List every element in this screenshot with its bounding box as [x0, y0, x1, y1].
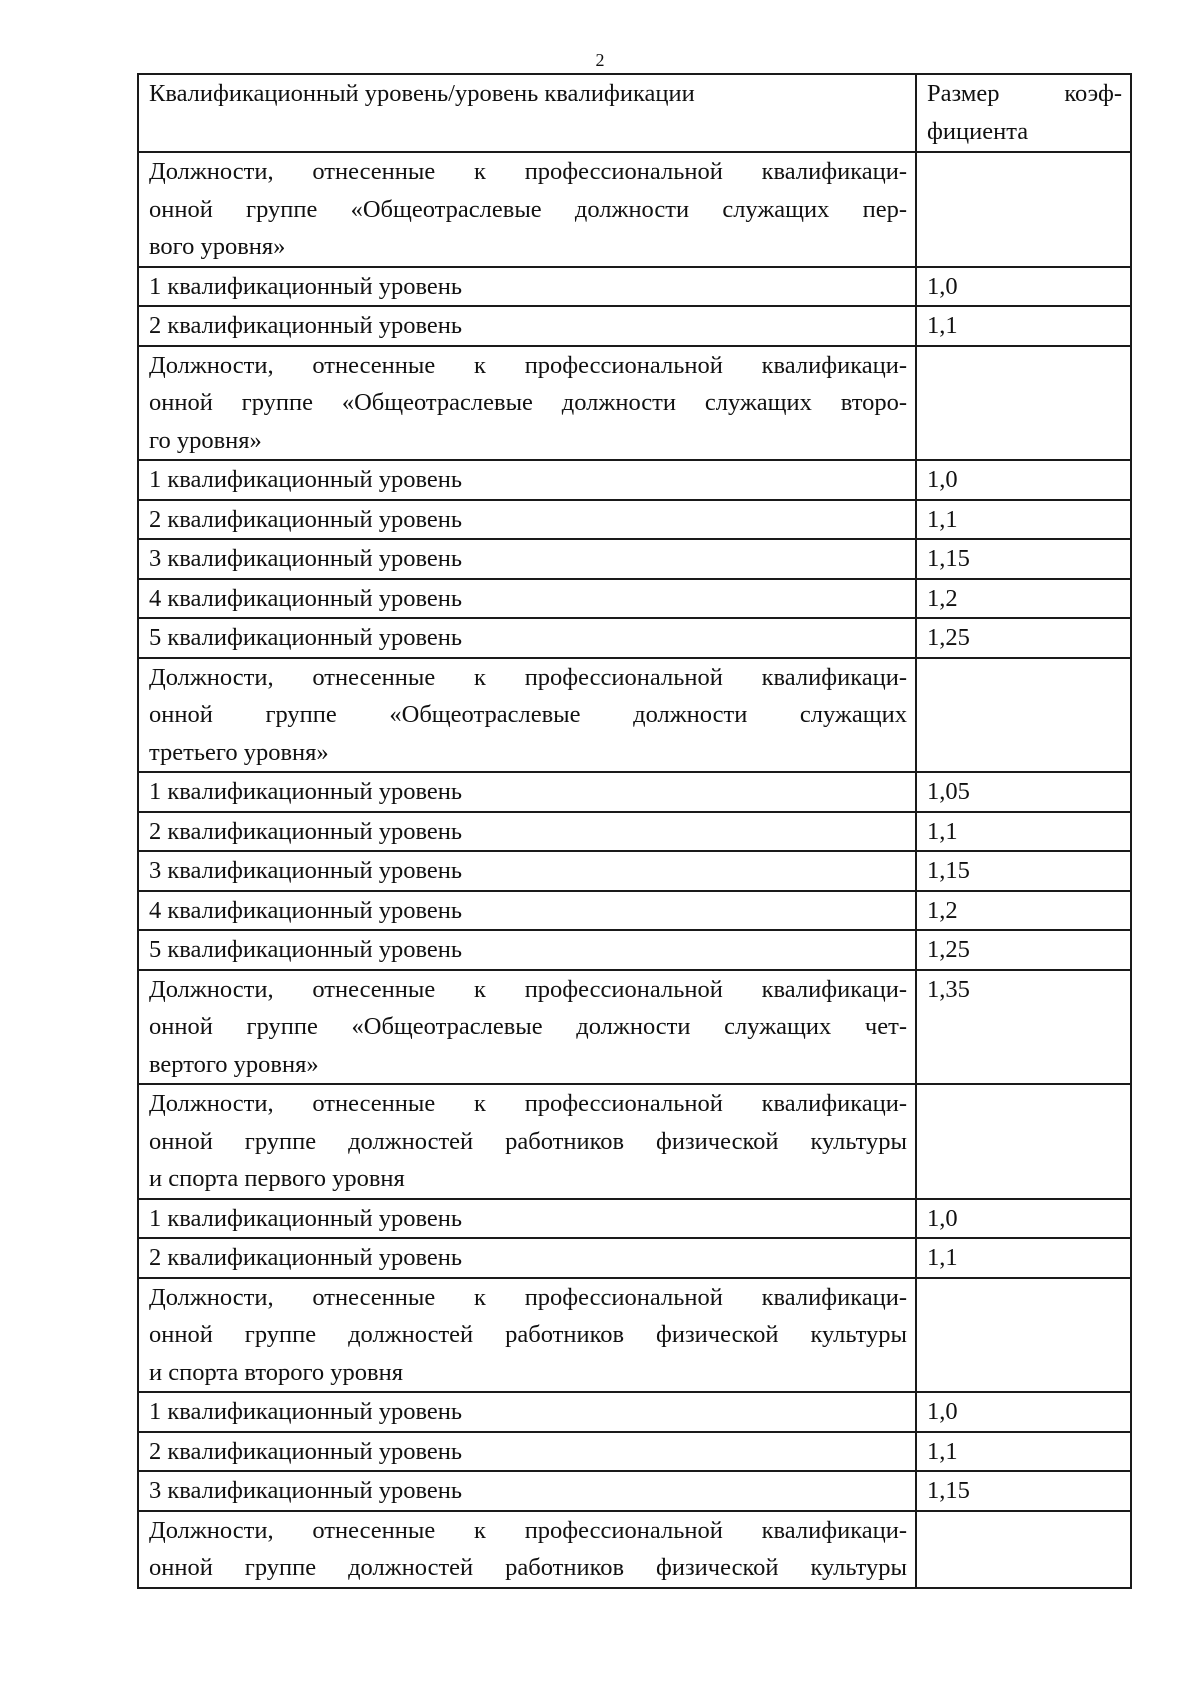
group-title-cell	[138, 152, 916, 267]
level-label-cell: 3 квалификационный уровень	[138, 1471, 916, 1511]
group-title-line: Должности, отнесенные к профессиональной квалификаци-	[149, 351, 907, 379]
level-label-cell: 2 квалификационный уровень	[138, 500, 916, 540]
level-row	[138, 891, 1131, 931]
level-label-cell: 1 квалификационный уровень	[138, 460, 916, 500]
page-number: 2	[595, 50, 605, 70]
level-row	[138, 460, 1131, 500]
level-label-cell: 2 квалификационный уровень	[138, 1238, 916, 1278]
group-title-cell	[138, 346, 916, 461]
coefficient-value-cell	[916, 1511, 1131, 1588]
coefficient-value-cell	[916, 1278, 1131, 1393]
coefficient-value-cell: 1,1	[916, 812, 1131, 852]
group-title-line: Должности, отнесенные к профессиональной квалификаци-	[149, 1283, 907, 1311]
group-title-line: го уровня»	[149, 426, 262, 454]
group-title-line: онной группе «Общеотраслевые должности служащих пер-	[149, 195, 907, 223]
group-title-line: Должности, отнесенные к профессиональной квалификаци-	[149, 1090, 907, 1117]
coefficient-value-cell: 1,05	[916, 772, 1131, 812]
group-row	[138, 346, 1131, 461]
group-title-line: онной группе должностей работников физической культуры	[149, 1554, 907, 1581]
level-label-cell: 3 квалификационный уровень	[138, 539, 916, 579]
coefficient-value-cell: 1,1	[916, 1238, 1131, 1278]
coefficient-value-cell: 1,15	[916, 539, 1131, 579]
group-title-line: и спорта первого уровня	[149, 1165, 405, 1192]
group-title-line: онной группе «Общеотраслевые должности служащих второ-	[149, 389, 907, 416]
table-header-row	[138, 74, 1131, 152]
group-title-cell	[138, 1278, 916, 1393]
level-row	[138, 539, 1131, 579]
group-row	[138, 970, 1131, 1085]
group-row	[138, 1511, 1131, 1588]
level-label-cell: 3 квалификационный уровень	[138, 851, 916, 891]
group-title-line: третьего уровня»	[149, 738, 329, 766]
group-title-cell	[138, 658, 916, 773]
level-label-cell: 1 квалификационный уровень	[138, 1199, 916, 1239]
group-row	[138, 658, 1131, 773]
header-cell-level: Квалификационный уровень/уровень квалификации	[138, 74, 916, 152]
coefficient-value-cell: 1,15	[916, 851, 1131, 891]
header-cell-coefficient	[916, 74, 1131, 152]
group-row	[138, 152, 1131, 267]
level-row	[138, 1432, 1131, 1472]
table-body	[138, 74, 1131, 1588]
coefficient-value-cell: 1,35	[916, 970, 1131, 1085]
group-title-line: Должности, отнесенные к профессиональной квалификаци-	[149, 1516, 907, 1544]
coefficient-value-cell: 1,1	[916, 500, 1131, 540]
coefficient-value-cell: 1,0	[916, 267, 1131, 307]
level-row	[138, 772, 1131, 812]
level-row	[138, 1392, 1131, 1432]
group-title-cell	[138, 1084, 916, 1199]
coefficient-table	[137, 73, 1132, 1589]
group-title-line: онной группе должностей работников физической культуры	[149, 1127, 907, 1155]
header-coefficient-line-1: Размер коэф-	[927, 80, 1122, 107]
level-row	[138, 1238, 1131, 1278]
coefficient-value-cell	[916, 346, 1131, 461]
coefficient-value-cell: 1,15	[916, 1471, 1131, 1511]
level-row	[138, 851, 1131, 891]
level-label-cell: 2 квалификационный уровень	[138, 812, 916, 852]
level-label-cell: 1 квалификационный уровень	[138, 1392, 916, 1432]
coefficient-value-cell: 1,0	[916, 460, 1131, 500]
coefficient-value-cell	[916, 658, 1131, 773]
level-row	[138, 579, 1131, 619]
header-coefficient-line-2: фициента	[927, 117, 1029, 145]
level-label-cell: 4 квалификационный уровень	[138, 891, 916, 931]
coefficient-value-cell: 1,1	[916, 1432, 1131, 1472]
group-title-cell	[138, 970, 916, 1085]
level-row	[138, 1471, 1131, 1511]
coefficient-value-cell	[916, 1084, 1131, 1199]
level-row	[138, 306, 1131, 346]
coefficient-value-cell: 1,1	[916, 306, 1131, 346]
group-row	[138, 1278, 1131, 1393]
coefficient-value-cell: 1,2	[916, 891, 1131, 931]
level-row	[138, 500, 1131, 540]
level-label-cell: 1 квалификационный уровень	[138, 267, 916, 307]
coefficient-value-cell: 1,0	[916, 1392, 1131, 1432]
group-row	[138, 1084, 1131, 1199]
level-label-cell: 2 квалификационный уровень	[138, 306, 916, 346]
group-title-line: вого уровня»	[149, 233, 286, 260]
group-title-line: вертого уровня»	[149, 1050, 319, 1078]
group-title-line: онной группе «Общеотраслевые должности служащих чет-	[149, 1013, 907, 1040]
level-row	[138, 267, 1131, 307]
level-label-cell: 5 квалификационный уровень	[138, 618, 916, 658]
level-label-cell: 5 квалификационный уровень	[138, 930, 916, 970]
group-title-line: Должности, отнесенные к профессиональной квалификаци-	[149, 158, 907, 185]
group-title-line: и спорта второго уровня	[149, 1358, 404, 1386]
level-row	[138, 812, 1131, 852]
coefficient-value-cell: 1,0	[916, 1199, 1131, 1239]
level-row	[138, 618, 1131, 658]
level-label-cell: 4 квалификационный уровень	[138, 579, 916, 619]
group-title-line: онной группе должностей работников физической культуры	[149, 1321, 907, 1348]
level-label-cell: 1 квалификационный уровень	[138, 772, 916, 812]
coefficient-value-cell: 1,25	[916, 618, 1131, 658]
group-title-line: онной группе «Общеотраслевые должности служащих	[149, 701, 907, 728]
level-label-cell: 2 квалификационный уровень	[138, 1432, 916, 1472]
coefficient-value-cell: 1,2	[916, 579, 1131, 619]
group-title-line: Должности, отнесенные к профессиональной квалификаци-	[149, 663, 907, 691]
group-title-line: Должности, отнесенные к профессиональной квалификаци-	[149, 975, 907, 1003]
level-row	[138, 930, 1131, 970]
coefficient-value-cell	[916, 152, 1131, 267]
group-title-cell	[138, 1511, 916, 1588]
level-row	[138, 1199, 1131, 1239]
coefficient-value-cell: 1,25	[916, 930, 1131, 970]
